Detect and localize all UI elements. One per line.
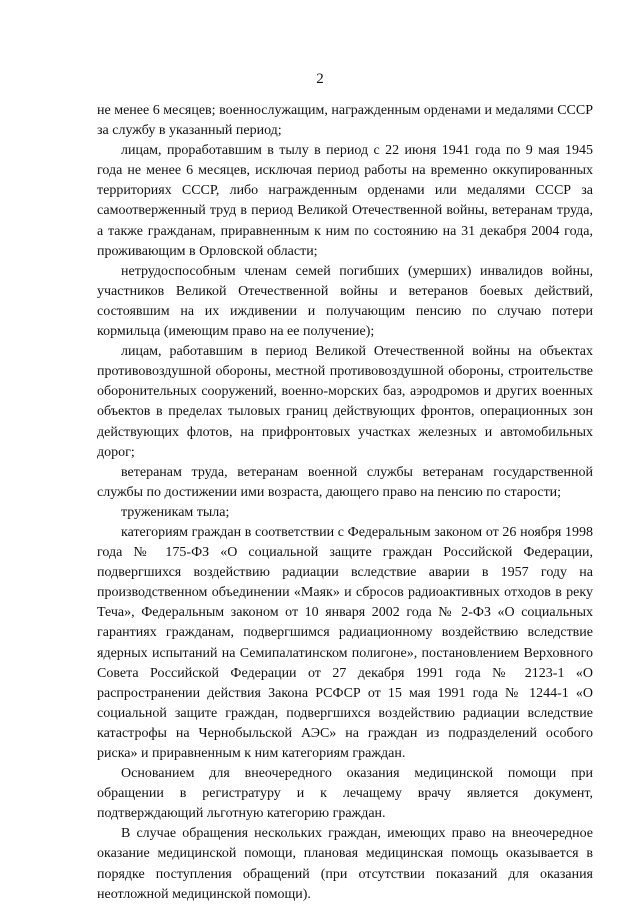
paragraph-air-defense-workers: лицам, работавшим в период Великой Отечественной войны на объектах противовоздушной обороны, местной противовоздушной обороны, строительстве оборонительных сооружений, военно-морских баз, аэродромов и других военных объектов в пределах тыловых границ действующих фронтов, операционных зон действующих флотов, на прифронтовых участках железных и автомобильных дорог;	[97, 344, 593, 460]
paragraph-home-front-workers: лицам, проработавшим в тылу в период с 22 июня 1941 года по 9 мая 1945 года не менее 6 месяцев, исключая период работы на временно оккупированных территориях СССР, либо награжденным орденами или медалями СССР за самоотверженный труд в период Великой Отечественной войны, ветеранам труда, а также гражданам, приравненным к ним по состоянию на 31 декабря 2004 года, проживающим в Орловской области;	[97, 143, 593, 259]
paragraph-continuation: не менее 6 месяцев; военнослужащим, награжденным орденами и медалями СССР за службу в указанный период;	[97, 103, 593, 139]
paragraph-home-front-toilers: труженикам тыла;	[121, 504, 230, 520]
paragraph-multiple-applicants: В случае обращения нескольких граждан, имеющих право на внеочередное оказание медицинской помощи, плановая медицинская помощь оказывается в порядке поступления обращений (при отсутствии показаний для оказания неотложной медицинской помощи).	[97, 826, 593, 902]
paragraph-radiation-categories: категориям граждан в соответствии с Федеральным законом от 26 ноября 1998 года № 175-ФЗ «О социальной защите граждан Российской Федерации, подвергшихся воздействию радиации вследствие аварии в 1957 году на производственном объединении «Маяк» и сбросов радиоактивных отходов в реку Теча», Федеральным законом от 10 января 2002 года № 2-ФЗ «О социальных гарантиях гражданам, подвергшимся радиационному воздействию вследствие ядерных испытаний на Семипалатинском полигоне», постановлением Верховного Совета Российской Федерации от 27 декабря 1991 года № 2123-1 «О распространении действия Закона РСФСР от 15 мая 1991 года № 1244-1 «О социальной защите граждан, подвергшихся воздействию радиации вследствие катастрофы на Чернобыльской АЭС» на граждан из подразделений особого риска» и приравненным к ним категориям граждан.	[97, 524, 593, 761]
page-number: 2	[316, 71, 324, 87]
document-body	[97, 101, 593, 905]
paragraph-basis-document: Основанием для внеочередного оказания медицинской помощи при обращении в регистратуру и к лечащему врачу является документ, подтверждающий льготную категорию граждан.	[97, 766, 593, 822]
paragraph-veterans-service: ветеранам труда, ветеранам военной службы ветеранам государственной службы по достижении ими возраста, дающего право на пенсию по старости;	[97, 464, 593, 500]
paragraph-family-members: нетрудоспособным членам семей погибших (умерших) инвалидов войны, участников Великой Отечественной войны и ветеранов боевых действий, состоявшим на их иждивении и получающим пенсию по случаю потери кормильца (имеющим право на ее получение);	[97, 263, 593, 340]
